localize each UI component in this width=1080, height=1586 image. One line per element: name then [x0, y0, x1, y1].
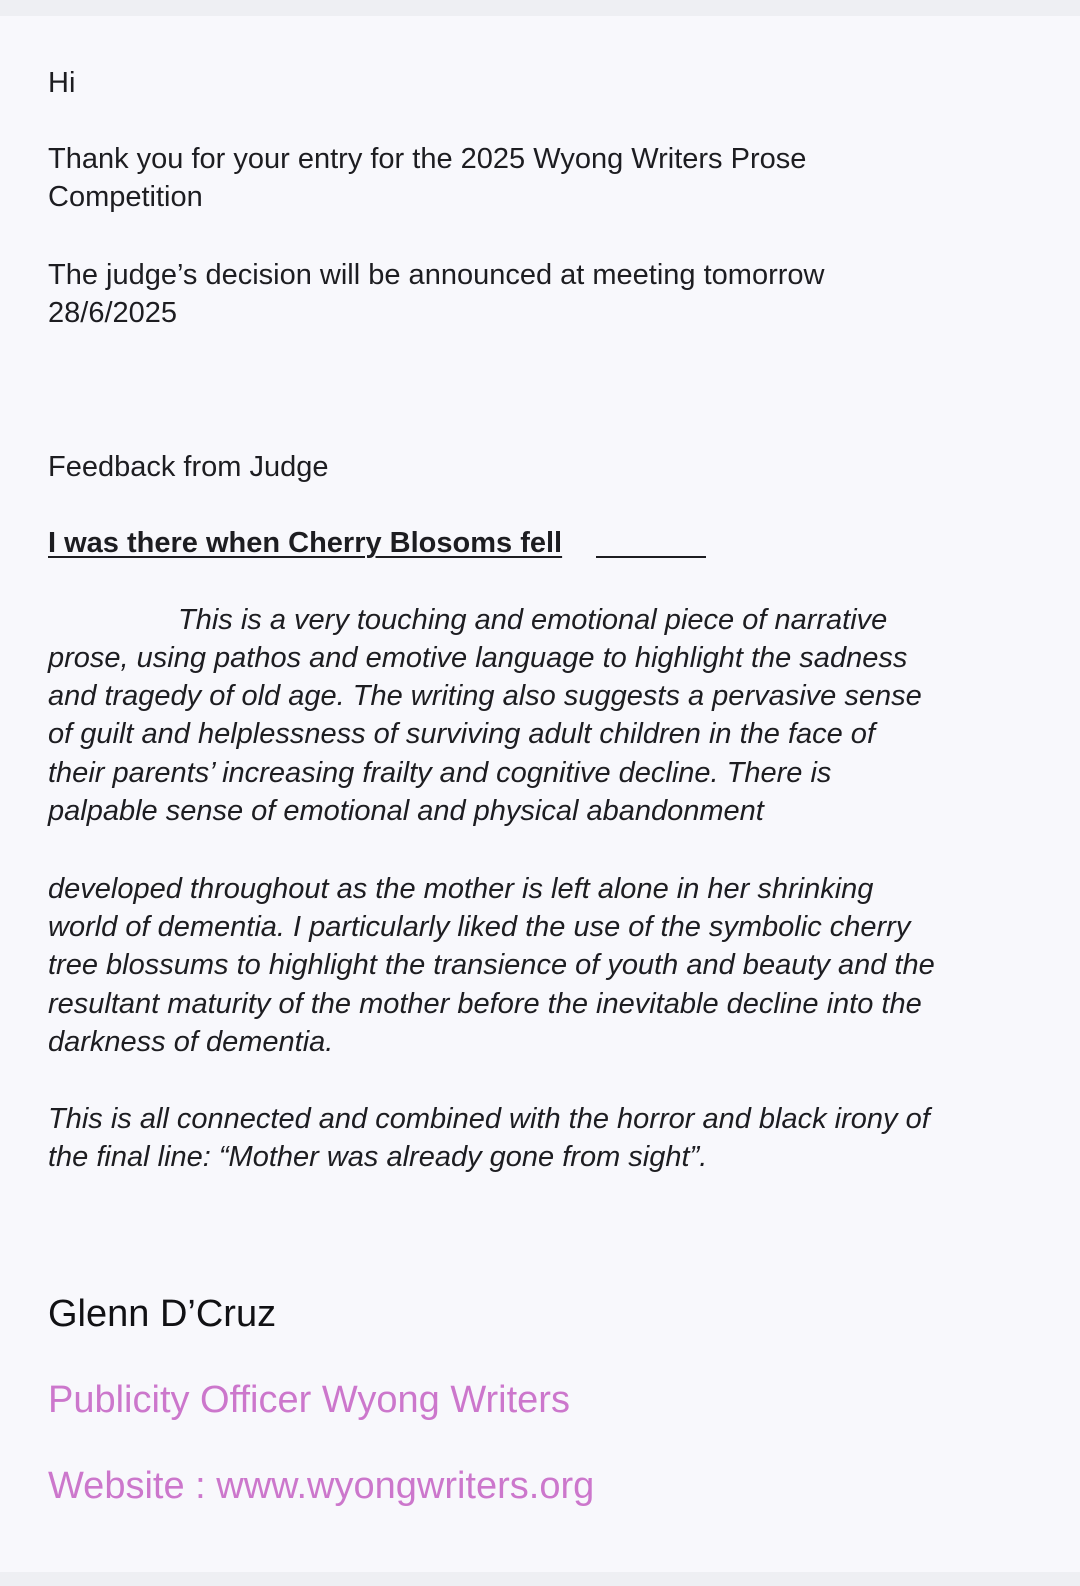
paragraph1-line-4: of guilt and helplessness of surviving adult children in the face of	[48, 718, 875, 750]
paragraph1-line-2: prose, using pathos and emotive language to highlight the sadness	[48, 642, 908, 674]
paragraph1-line-3: and tragedy of old age. The writing also suggests a pervasive sense	[48, 680, 922, 712]
greeting: Hi	[48, 67, 76, 99]
feedback-heading: Feedback from Judge	[48, 451, 329, 483]
email-body	[0, 16, 1080, 1572]
paragraph2-line-1: developed throughout as the mother is left alone in her shrinking	[48, 873, 874, 905]
paragraph2-line-2: world of dementia. I particularly liked the use of the symbolic cherry	[48, 911, 911, 943]
paragraph2-line-3: tree blossums to highlight the transience of youth and beauty and the	[48, 949, 935, 981]
announcement-line-1: The judge’s decision will be announced at meeting tomorrow	[48, 259, 825, 291]
thanks-line-1: Thank you for your entry for the 2025 Wyong Writers Prose	[48, 143, 807, 175]
entry-title: I was there when Cherry Blosoms fell	[48, 527, 563, 559]
paragraph3-line-1: This is all connected and combined with the horror and black irony of	[48, 1103, 930, 1135]
bottom-strip	[0, 1572, 1080, 1586]
paragraph1-line-6: palpable sense of emotional and physical abandonment	[48, 795, 764, 827]
announcement-line-2: 28/6/2025	[48, 297, 178, 329]
paragraph1-line-5: their parents’ increasing frailty and cognitive decline. There is	[48, 757, 832, 789]
top-strip	[0, 0, 1080, 16]
signature-website-link[interactable]: Website : www.wyongwriters.org	[48, 1465, 595, 1507]
paragraph3-line-2: the final line: “Mother was already gone from sight”.	[48, 1141, 708, 1173]
paragraph1-line-1: This is a very touching and emotional piece of narrative	[178, 604, 888, 636]
paragraph2-line-4: resultant maturity of the mother before the inevitable decline into the	[48, 988, 922, 1020]
thanks-line-2: Competition	[48, 181, 203, 213]
signature-name: Glenn D’Cruz	[48, 1293, 277, 1335]
signature-role: Publicity Officer Wyong Writers	[48, 1379, 570, 1421]
paragraph2-line-5: darkness of dementia.	[48, 1026, 334, 1058]
title-underline-rule	[596, 556, 706, 558]
